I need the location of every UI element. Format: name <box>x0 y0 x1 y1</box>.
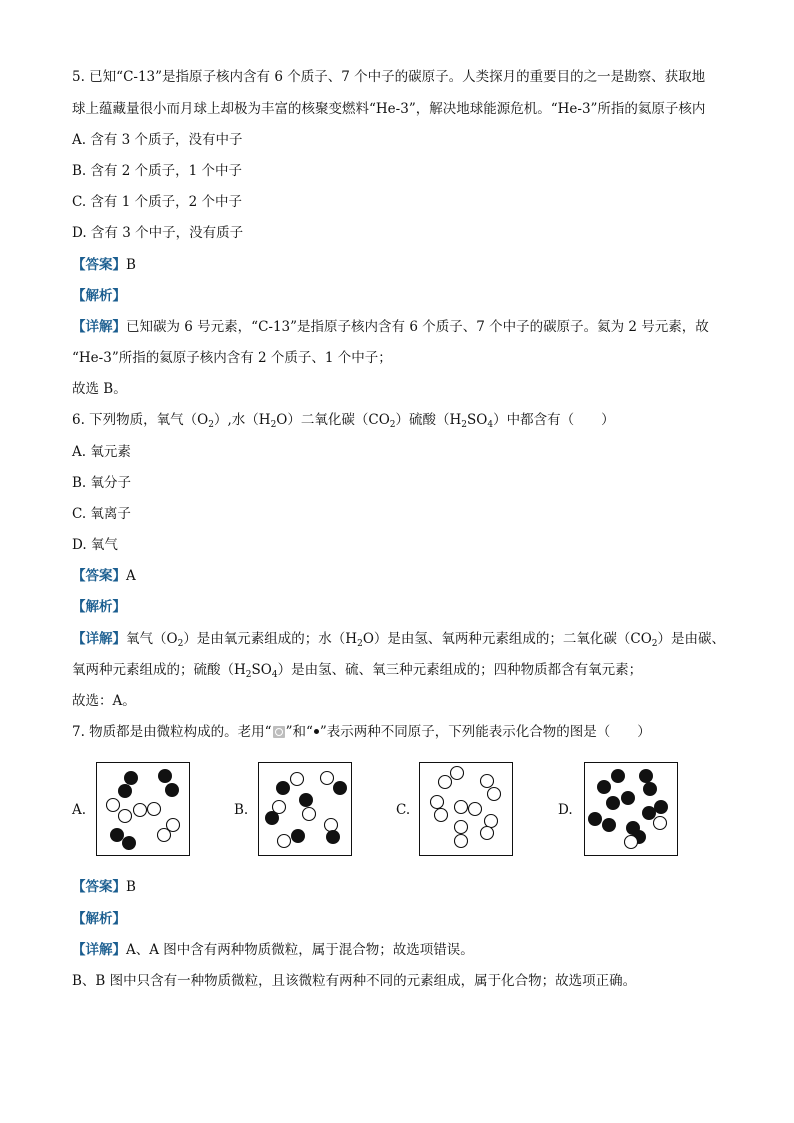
q6-stem-part: ）,水（H <box>213 412 271 428</box>
q6-analysis <box>72 598 126 616</box>
answer-value: A <box>126 568 136 584</box>
detail-part: ）是由氧元素组成的；水（H <box>183 631 358 647</box>
particles-b <box>259 763 353 857</box>
q7-label-a: A. <box>72 802 87 818</box>
detail-tag: 【详解】 <box>72 942 126 958</box>
q5-stem-line1: 5. 已知“C-13”是指原子核内含有 6 个质子、7 个中子的碳原子。人类探月的重要目的之一是勘察、获取地 <box>72 69 706 85</box>
subscript: 2 <box>357 639 363 649</box>
q6-option-b: B. 氧分子 <box>72 475 132 491</box>
answer-tag: 【答案】 <box>72 568 126 584</box>
q6-stem-part: ）中都含有（ ） <box>493 412 615 428</box>
q6-option-c: C. 氧离子 <box>72 506 131 522</box>
detail-tag: 【详解】 <box>72 631 126 647</box>
particles-a <box>97 763 191 857</box>
q7-label-d: D. <box>558 802 573 818</box>
subscript: 4 <box>487 420 494 430</box>
q7-stem-part: ”和“ <box>285 724 313 740</box>
subscript: 2 <box>245 670 252 680</box>
q7-diagram-b <box>258 762 352 856</box>
detail-text: A、A 图中含有两种物质微粒，属于混合物；故选项错误。 <box>126 942 474 958</box>
subscript: 4 <box>271 670 278 680</box>
subscript: 2 <box>270 420 277 430</box>
detail-part: ）是由氢、硫、氧三种元素组成的；四种物质都含有氧元素； <box>277 662 643 678</box>
q5-analysis <box>72 287 126 305</box>
q7-diagram-a <box>96 762 190 856</box>
answer-tag: 【答案】 <box>72 257 126 273</box>
q6-stem-part: O）二氧化碳（CO <box>276 412 390 428</box>
detail-text: 已知碳为 6 号元素，“C-13”是指原子核内含有 6 个质子、7 个中子的碳原子。氦为 2 号元素，故 <box>126 319 709 335</box>
analysis-tag: 【解析】 <box>72 288 126 304</box>
analysis-tag: 【解析】 <box>72 599 126 615</box>
q6-option-d: D. 氧气 <box>72 537 118 553</box>
q6-stem <box>72 411 615 434</box>
white-atom-icon <box>273 726 285 738</box>
q7-stem-part: 7. 物质都是由微粒构成的。老用“ <box>72 724 272 740</box>
subscript: 2 <box>389 420 396 430</box>
q5-answer <box>72 256 136 274</box>
q6-detail-line1 <box>72 630 725 653</box>
q6-stem-part: ）硫酸（H <box>395 412 462 428</box>
q7-label-b: B. <box>234 802 249 818</box>
answer-tag: 【答案】 <box>72 879 126 895</box>
q5-stem-line2: 球上蕴藏量很小而月球上却极为丰富的核聚变燃料“He-3”，解决地球能源危机。“He-3”所指的氦原子核内 <box>72 101 706 117</box>
q5-detail-line1 <box>72 318 709 336</box>
q7-answer <box>72 878 136 896</box>
q7-stem <box>72 723 651 741</box>
q7-analysis <box>72 910 126 928</box>
detail-tag: 【详解】 <box>72 319 126 335</box>
q7-diagram-d <box>584 762 678 856</box>
subscript: 2 <box>651 639 658 649</box>
q6-detail-line2 <box>72 661 642 684</box>
detail-part: SO <box>251 662 272 678</box>
subscript: 2 <box>177 639 184 649</box>
q5-option-b: B. 含有 2 个质子，1 个中子 <box>72 163 243 179</box>
answer-value: B <box>126 879 136 895</box>
q7-diagram-c <box>419 762 513 856</box>
q5-conclusion: 故选 B。 <box>72 381 127 397</box>
q6-stem-part: SO <box>467 412 488 428</box>
detail-part: 氧两种元素组成的；硫酸（H <box>72 662 246 678</box>
q7-detail-line1 <box>72 941 474 959</box>
q5-option-d: D. 含有 3 个中子，没有质子 <box>72 225 244 241</box>
particles-c <box>420 763 514 857</box>
q6-answer <box>72 567 136 585</box>
q5-option-a: A. 含有 3 个质子，没有中子 <box>72 132 243 148</box>
q6-option-a: A. 氧元素 <box>72 444 131 460</box>
q7-stem-part: ”表示两种不同原子，下列能表示化合物的图是（ ） <box>319 724 651 740</box>
subscript: 2 <box>461 420 468 430</box>
detail-part: 氧气（O <box>126 631 178 647</box>
detail-part: O）是由氢、氧两种元素组成的；二氧化碳（CO <box>362 631 652 647</box>
particles-d <box>585 763 679 857</box>
analysis-tag: 【解析】 <box>72 911 126 927</box>
black-atom-icon <box>314 729 319 734</box>
q6-stem-part: 6. 下列物质，氧气（O <box>72 412 209 428</box>
answer-value: B <box>126 257 136 273</box>
q6-conclusion: 故选：A。 <box>72 693 136 709</box>
detail-part: ）是由碳、 <box>657 631 726 647</box>
q7-detail-line2: B、B 图中只含有一种物质微粒，且该微粒有两种不同的元素组成，属于化合物；故选项正确。 <box>72 973 637 989</box>
q5-detail-line2: “He-3”所指的氦原子核内含有 2 个质子、1 个中子； <box>72 350 392 366</box>
subscript: 2 <box>208 420 214 430</box>
q5-option-c: C. 含有 1 个质子，2 个中子 <box>72 194 242 210</box>
q7-label-c: C. <box>396 802 411 818</box>
